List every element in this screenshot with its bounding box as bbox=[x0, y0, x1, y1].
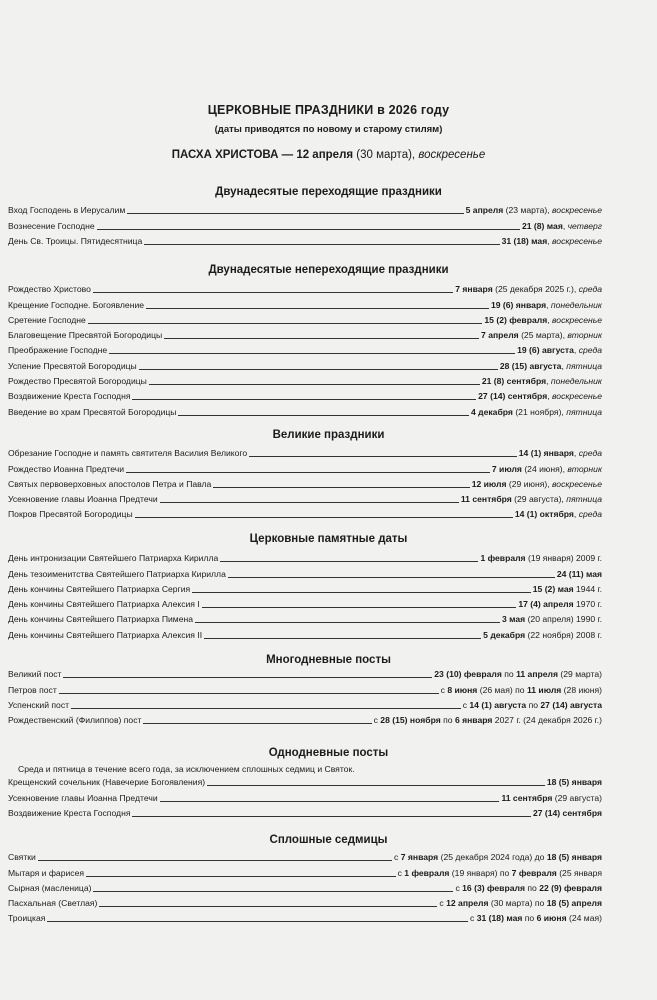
date-rest: , bbox=[547, 314, 552, 325]
list-item bbox=[8, 597, 602, 612]
date-pre: с bbox=[470, 913, 477, 924]
list-item bbox=[8, 551, 602, 566]
date-bold: 7 января bbox=[400, 852, 439, 863]
list-item bbox=[8, 313, 602, 328]
date-rest: (21 ноября), bbox=[512, 406, 567, 417]
easter-old-date: (30 марта), bbox=[353, 149, 419, 161]
section-rows bbox=[8, 203, 602, 249]
item-name: День тезоименитства Святейшего Патриарха Кирилла bbox=[8, 568, 226, 579]
leader-line bbox=[47, 921, 468, 922]
date-rest: (30 марта) по bbox=[488, 898, 547, 909]
date-bold: 11 сентября bbox=[460, 494, 512, 505]
date-bold: 24 (11) мая bbox=[556, 568, 602, 579]
list-item bbox=[8, 790, 602, 805]
date-bold: 7 апреля bbox=[481, 330, 519, 341]
section-rows bbox=[8, 667, 602, 728]
date-bold: 5 апреля bbox=[465, 205, 504, 216]
date-bold: 8 июня bbox=[447, 684, 478, 695]
item-name: Святки bbox=[8, 852, 36, 863]
list-item bbox=[8, 218, 602, 233]
list-item bbox=[8, 682, 602, 697]
date-rest: , bbox=[561, 360, 567, 371]
item-name: День кончины Святейшего Патриарха Сергия bbox=[8, 583, 191, 594]
leader-line bbox=[59, 693, 439, 694]
easter-line bbox=[0, 149, 657, 161]
date-day: пятница bbox=[566, 360, 602, 371]
item-name: Преображение Господне bbox=[8, 345, 108, 356]
date-rest: (19 января) по bbox=[449, 867, 512, 878]
date-bold: 16 (3) февраля bbox=[462, 882, 525, 893]
section-rows bbox=[8, 282, 602, 420]
date-rest: по bbox=[501, 669, 517, 680]
date-bold: 31 (18) мая bbox=[476, 913, 523, 924]
date-day: вторник bbox=[567, 463, 602, 474]
date-rest: (25 декабря 2024 года) до bbox=[438, 852, 547, 863]
leader-line bbox=[144, 244, 499, 245]
date-bold2: 6 июня bbox=[536, 913, 567, 924]
leader-line bbox=[132, 816, 530, 817]
list-item bbox=[8, 627, 602, 642]
date-day: среда bbox=[578, 284, 602, 295]
date-pre: с bbox=[455, 882, 463, 893]
date-rest: по bbox=[440, 715, 455, 726]
date-bold: 18 (5) января bbox=[546, 777, 602, 788]
date-rest: , bbox=[573, 345, 579, 356]
leader-line bbox=[160, 801, 500, 802]
date-bold: 4 декабря bbox=[470, 406, 513, 417]
date-bold: 23 (10) февраля bbox=[434, 669, 502, 680]
date-bold2: 22 (9) февраля bbox=[539, 882, 602, 893]
item-date bbox=[480, 551, 602, 566]
date-day: пятница bbox=[566, 494, 602, 505]
date-bold: 14 (1) августа bbox=[469, 699, 527, 710]
date-rest: (20 апреля) 1990 г. bbox=[525, 614, 602, 625]
list-item bbox=[8, 881, 602, 896]
item-date bbox=[557, 567, 602, 582]
list-item bbox=[8, 667, 602, 682]
date-rest2: (29 марта) bbox=[558, 669, 602, 680]
leader-line bbox=[204, 638, 481, 639]
date-bold: 1 февраля bbox=[404, 867, 450, 878]
leader-line bbox=[249, 456, 517, 457]
leader-line bbox=[135, 517, 513, 518]
date-rest2: 2027 г. (24 декабря 2026 г.) bbox=[492, 715, 602, 726]
date-bold: 12 апреля bbox=[446, 898, 489, 909]
leader-line bbox=[149, 384, 480, 385]
list-item bbox=[8, 461, 602, 476]
list-item bbox=[8, 806, 602, 821]
item-date bbox=[472, 477, 602, 492]
date-day: понедельник bbox=[550, 376, 602, 387]
item-name: Рождество Христово bbox=[8, 284, 91, 295]
date-rest: (29 августа) bbox=[552, 792, 602, 803]
section-title: Сплошные седмицы bbox=[269, 834, 388, 846]
item-name: День кончины Святейшего Патриарха Пимена bbox=[8, 614, 194, 625]
item-name: Святых первоверховных апостолов Петра и Павла bbox=[8, 478, 212, 489]
list-item bbox=[8, 896, 602, 911]
leader-line bbox=[86, 876, 396, 877]
item-name: Сырная (масленица) bbox=[8, 882, 92, 893]
list-item bbox=[8, 775, 602, 790]
item-date bbox=[481, 328, 602, 343]
leader-line bbox=[160, 502, 459, 503]
item-date bbox=[483, 628, 602, 643]
item-date bbox=[533, 806, 602, 821]
date-bold2: 11 июля bbox=[526, 684, 562, 695]
leader-line bbox=[132, 399, 476, 400]
section-title: Двунадесятые переходящие праздники bbox=[215, 186, 442, 198]
item-name: Троицкая bbox=[8, 913, 46, 924]
item-name: Вознесение Господне bbox=[8, 220, 95, 231]
item-date bbox=[500, 359, 602, 374]
date-bold: 27 (14) сентября bbox=[532, 807, 602, 818]
leader-line bbox=[228, 577, 555, 578]
item-name: День интронизации Святейшего Патриарха Кирилла bbox=[8, 553, 219, 564]
item-name: Благовещение Пресвятой Богородицы bbox=[8, 330, 163, 341]
date-day: воскресенье bbox=[552, 235, 602, 246]
date-bold: 28 (15) августа bbox=[499, 360, 562, 371]
date-rest: (29 августа), bbox=[511, 494, 567, 505]
item-name: Мытаря и фарисея bbox=[8, 867, 85, 878]
date-bold: 1 февраля bbox=[480, 553, 526, 564]
item-name: Воздвижение Креста Господня bbox=[8, 391, 131, 402]
date-bold: 7 июля bbox=[491, 463, 522, 474]
date-rest: (19 января) 2009 г. bbox=[525, 553, 602, 564]
date-day: воскресенье bbox=[552, 391, 602, 402]
item-date bbox=[374, 713, 602, 728]
date-rest: 1970 г. bbox=[573, 599, 602, 610]
item-date bbox=[518, 597, 602, 612]
leader-line bbox=[213, 487, 469, 488]
item-name: Великий пост bbox=[8, 669, 62, 680]
date-bold: 15 (2) мая bbox=[532, 583, 574, 594]
page-subtitle: (даты приводятся по новому и старому стилям) bbox=[214, 124, 443, 135]
item-name: Рождество Иоанна Предтечи bbox=[8, 463, 125, 474]
date-bold: 27 (14) сентября bbox=[478, 391, 548, 402]
easter-label: ПАСХА ХРИСТОВА — 12 апреля bbox=[171, 149, 354, 161]
date-rest: (25 марта), bbox=[518, 330, 568, 341]
item-date bbox=[463, 698, 602, 713]
date-bold: 7 января bbox=[455, 284, 493, 295]
date-day: среда bbox=[578, 345, 602, 356]
list-item bbox=[8, 612, 602, 627]
date-bold: 14 (1) января bbox=[518, 448, 574, 459]
item-date bbox=[484, 313, 602, 328]
date-bold: 15 (2) февраля bbox=[484, 314, 548, 325]
leader-line bbox=[71, 708, 461, 709]
item-date bbox=[533, 582, 602, 597]
item-name: День кончины Святейшего Патриарха Алексия I bbox=[8, 599, 200, 610]
item-name: Крещение Господне. Богоявление bbox=[8, 299, 145, 310]
date-pre: с bbox=[440, 684, 448, 695]
date-rest2: (24 мая) bbox=[566, 913, 602, 924]
date-rest: (24 июня), bbox=[521, 463, 568, 474]
date-bold: 3 мая bbox=[501, 614, 526, 625]
item-name: Петров пост bbox=[8, 684, 57, 695]
item-date bbox=[441, 683, 602, 698]
leader-line bbox=[97, 229, 520, 230]
date-day: четверг bbox=[567, 220, 602, 231]
item-date bbox=[398, 866, 602, 881]
leader-line bbox=[192, 592, 531, 593]
section-rows bbox=[8, 551, 602, 643]
leader-line bbox=[88, 323, 483, 324]
date-bold: 19 (6) августа bbox=[517, 345, 574, 356]
list-item bbox=[8, 203, 602, 218]
item-name: Усекновение главы Иоанна Предтечи bbox=[8, 792, 158, 803]
list-item bbox=[8, 389, 602, 404]
date-bold: 12 июля bbox=[471, 478, 507, 489]
date-bold: 28 (15) ноября bbox=[380, 715, 441, 726]
list-item bbox=[8, 865, 602, 880]
date-rest: , bbox=[547, 235, 552, 246]
leader-line bbox=[164, 338, 479, 339]
list-item bbox=[8, 328, 602, 343]
list-item bbox=[8, 404, 602, 419]
leader-line bbox=[143, 723, 371, 724]
date-bold2: 7 февраля bbox=[511, 867, 557, 878]
list-item bbox=[8, 358, 602, 373]
leader-line bbox=[93, 891, 453, 892]
leader-line bbox=[139, 369, 498, 370]
date-bold: 11 сентября bbox=[501, 792, 553, 803]
date-rest: , bbox=[573, 448, 579, 459]
list-item bbox=[8, 713, 602, 728]
date-bold2: 18 (5) апреля bbox=[546, 898, 602, 909]
item-name: Вход Господень в Иерусалим bbox=[8, 205, 126, 216]
date-bold2: 18 (5) января bbox=[546, 852, 602, 863]
list-item bbox=[8, 507, 602, 522]
date-pre: с bbox=[373, 715, 381, 726]
item-date bbox=[461, 492, 602, 507]
date-bold: 21 (8) сентября bbox=[481, 376, 547, 387]
item-date bbox=[502, 234, 602, 249]
item-name: Рождественский (Филиппов) пост bbox=[8, 715, 142, 726]
date-rest: , bbox=[562, 220, 568, 231]
item-name: Обрезание Господне и память святителя Василия Великого bbox=[8, 448, 248, 459]
section-rows bbox=[8, 446, 602, 522]
date-rest: по bbox=[524, 882, 540, 893]
list-item bbox=[8, 477, 602, 492]
date-pre: с bbox=[397, 867, 405, 878]
leader-line bbox=[126, 472, 490, 473]
item-date bbox=[466, 203, 602, 218]
item-name: Сретение Господне bbox=[8, 314, 86, 325]
page-title: ЦЕРКОВНЫЕ ПРАЗДНИКИ в 2026 году bbox=[207, 103, 450, 117]
easter-day: воскресенье bbox=[418, 149, 486, 161]
leader-line bbox=[109, 353, 515, 354]
list-item bbox=[8, 234, 602, 249]
section-title: Однодневные посты bbox=[268, 747, 389, 759]
item-date bbox=[434, 667, 602, 682]
date-rest: (29 июня), bbox=[506, 478, 552, 489]
date-day: среда bbox=[578, 509, 602, 520]
item-name: День кончины Святейшего Патриарха Алексия II bbox=[8, 629, 203, 640]
date-bold: 17 (4) апреля bbox=[518, 599, 574, 610]
date-rest: (25 декабря 2025 г.), bbox=[492, 284, 579, 295]
date-bold: 5 декабря bbox=[483, 629, 526, 640]
date-bold: 31 (18) мая bbox=[501, 235, 548, 246]
date-rest: (26 мая) по bbox=[477, 684, 527, 695]
section-title: Двунадесятые непереходящие праздники bbox=[208, 264, 449, 276]
item-name: Покров Пресвятой Богородицы bbox=[8, 509, 133, 520]
item-date bbox=[470, 911, 602, 926]
item-date bbox=[502, 612, 602, 627]
list-item bbox=[8, 492, 602, 507]
date-pre: с bbox=[462, 699, 470, 710]
list-item bbox=[8, 566, 602, 581]
item-date bbox=[471, 405, 602, 420]
item-date bbox=[515, 507, 602, 522]
date-pre: с bbox=[394, 852, 401, 863]
date-day: воскресенье bbox=[552, 478, 602, 489]
date-bold: 19 (6) января bbox=[490, 299, 547, 310]
item-date bbox=[478, 389, 602, 404]
list-item bbox=[8, 911, 602, 926]
item-name: День Св. Троицы. Пятидесятница bbox=[8, 235, 143, 246]
date-bold2: 6 января bbox=[454, 715, 493, 726]
date-day: пятница bbox=[566, 406, 602, 417]
date-bold: 21 (8) мая bbox=[521, 220, 563, 231]
date-rest: по bbox=[526, 699, 541, 710]
item-name: Воздвижение Креста Господня bbox=[8, 807, 131, 818]
item-name: Введение во храм Пресвятой Богородицы bbox=[8, 406, 177, 417]
date-day: воскресенье bbox=[552, 314, 602, 325]
date-pre: с bbox=[439, 898, 447, 909]
item-name: Успенский пост bbox=[8, 699, 70, 710]
list-item bbox=[8, 698, 602, 713]
leader-line bbox=[195, 622, 500, 623]
date-bold: 14 (1) октября bbox=[514, 509, 574, 520]
date-bold2: 11 апреля bbox=[516, 669, 559, 680]
leader-line bbox=[178, 415, 469, 416]
leader-line bbox=[63, 677, 432, 678]
date-rest: , bbox=[546, 376, 551, 387]
section-title: Церковные памятные даты bbox=[249, 533, 408, 545]
date-day: понедельник bbox=[550, 299, 602, 310]
section-rows bbox=[8, 850, 602, 926]
item-date bbox=[501, 791, 602, 806]
list-item bbox=[8, 282, 602, 297]
item-date bbox=[394, 850, 602, 865]
item-date bbox=[492, 462, 602, 477]
date-day: среда bbox=[578, 448, 602, 459]
date-rest2: (28 июня) bbox=[561, 684, 602, 695]
date-day: воскресенье bbox=[552, 205, 602, 216]
item-date bbox=[455, 282, 602, 297]
leader-line bbox=[99, 906, 437, 907]
section-rows bbox=[8, 775, 602, 821]
section-title: Великие праздники bbox=[272, 429, 385, 441]
list-item bbox=[8, 446, 602, 461]
leader-line bbox=[127, 213, 463, 214]
list-item bbox=[8, 582, 602, 597]
item-name: Усекновение главы Иоанна Предтечи bbox=[8, 494, 158, 505]
item-date bbox=[517, 343, 602, 358]
date-rest: , bbox=[573, 509, 579, 520]
item-date bbox=[439, 896, 602, 911]
item-date bbox=[491, 298, 602, 313]
section-title: Многодневные посты bbox=[266, 654, 391, 666]
date-rest: (23 марта), bbox=[503, 205, 552, 216]
item-date bbox=[522, 219, 602, 234]
date-rest2: (25 января bbox=[556, 867, 602, 878]
date-rest: (22 ноября) 2008 г. bbox=[525, 629, 602, 640]
list-item bbox=[8, 343, 602, 358]
list-item bbox=[8, 850, 602, 865]
item-name: Рождество Пресвятой Богородицы bbox=[8, 376, 147, 387]
leader-line bbox=[93, 292, 453, 293]
date-rest: по bbox=[522, 913, 537, 924]
leader-line bbox=[146, 308, 489, 309]
leader-line bbox=[202, 607, 517, 608]
item-name: Пасхальная (Светлая) bbox=[8, 898, 98, 909]
list-item bbox=[8, 297, 602, 312]
item-date bbox=[547, 775, 602, 790]
item-date bbox=[519, 446, 602, 461]
item-date bbox=[455, 881, 602, 896]
date-rest: 1944 г. bbox=[573, 583, 602, 594]
leader-line bbox=[38, 860, 392, 861]
date-bold2: 27 (14) августа bbox=[540, 699, 602, 710]
date-rest: , bbox=[547, 391, 552, 402]
list-item bbox=[8, 374, 602, 389]
item-date bbox=[482, 374, 602, 389]
section-note: Среда и пятница в течение всего года, за исключением сплошных седмиц и Святок. bbox=[18, 764, 355, 774]
leader-line bbox=[220, 561, 478, 562]
item-name: Крещенский сочельник (Навечерие Богоявления) bbox=[8, 777, 206, 788]
date-day: вторник bbox=[567, 330, 602, 341]
date-rest: , bbox=[546, 299, 551, 310]
leader-line bbox=[207, 785, 545, 786]
item-name: Успение Пресвятой Богородицы bbox=[8, 360, 137, 371]
